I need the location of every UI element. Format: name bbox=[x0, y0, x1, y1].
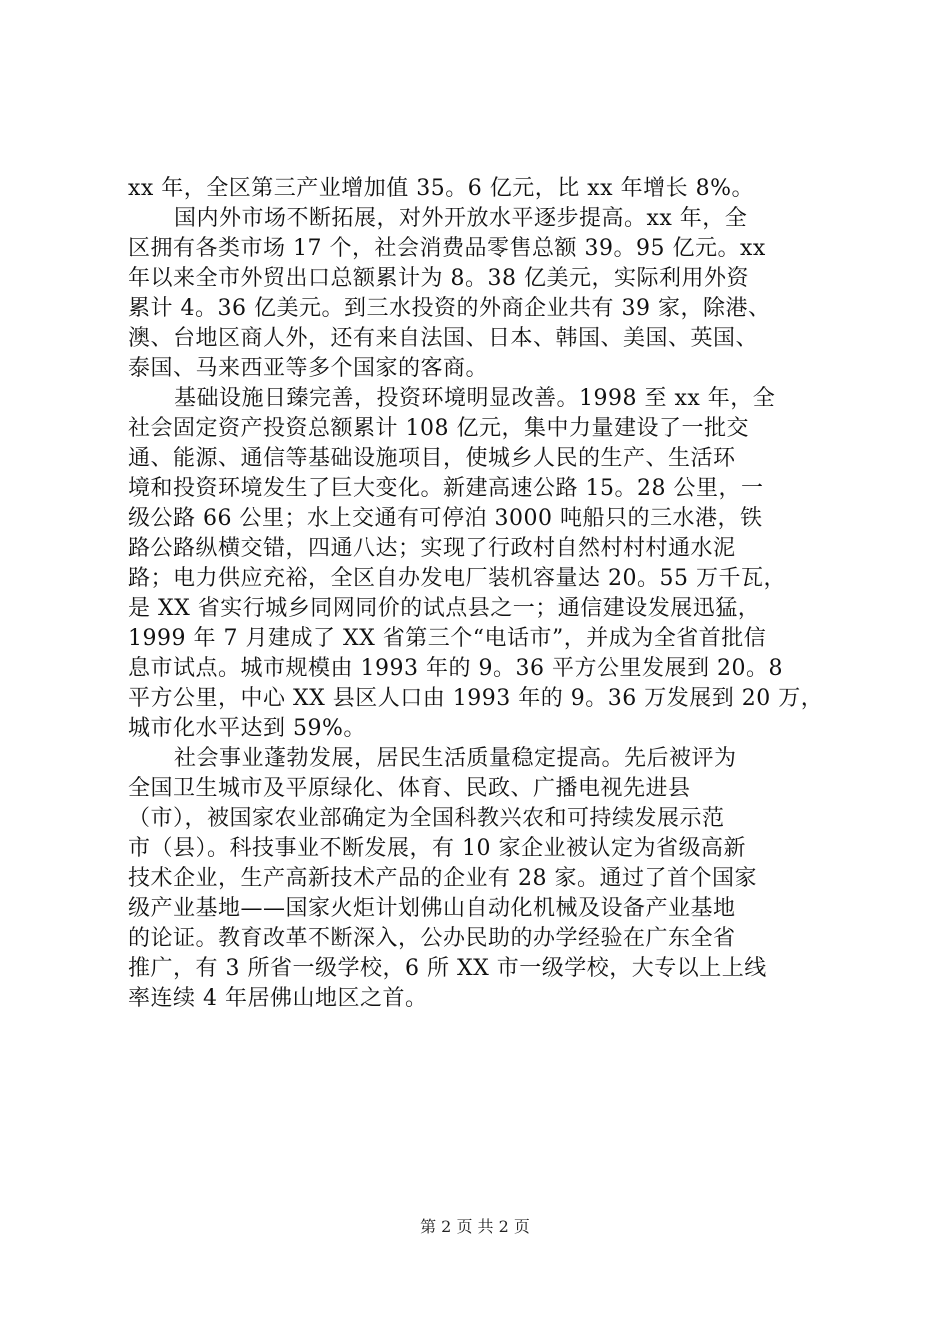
text-line: 级产业基地——国家火炬计划佛山自动化机械及设备产业基地 bbox=[128, 896, 736, 921]
text-line: 社会固定资产投资总额累计 108 亿元，集中力量建设了一批交 bbox=[128, 416, 749, 441]
text-line: 澳、台地区商人外，还有来自法国、日本、韩国、美国、英国、 bbox=[128, 326, 759, 351]
text-line: （市），被国家农业部确定为全国科教兴农和可持续发展示范 bbox=[128, 806, 725, 831]
page-footer: 第 2 页 共 2 页 bbox=[420, 1217, 530, 1236]
text-line: 基础设施日臻完善，投资环境明显改善。1998 至 xx 年，全 bbox=[174, 386, 776, 411]
text-line: 推广，有 3 所省一级学校，6 所 XX 市一级学校，大专以上上线 bbox=[128, 956, 767, 981]
text-line: 的论证。教育改革不断深入，公办民助的办学经验在广东全省 bbox=[128, 926, 736, 951]
text-line: 路；电力供应充裕，全区自办发电厂装机容量达 20。55 万千瓦， bbox=[128, 566, 786, 591]
text-line: 技术企业，生产高新技术产品的企业有 28 家。通过了首个国家 bbox=[128, 866, 757, 891]
text-line: 路公路纵横交错，四通八达；实现了行政村自然村村村通水泥 bbox=[128, 536, 736, 561]
text-line: 息市试点。城市规模由 1993 年的 9。36 平方公里发展到 20。8 bbox=[128, 656, 783, 681]
text-line: 通、能源、通信等基础设施项目，使城乡人民的生产、生活环 bbox=[128, 446, 736, 471]
text-line: 社会事业蓬勃发展，居民生活质量稳定提高。先后被评为 bbox=[174, 746, 737, 771]
text-line: 区拥有各类市场 17 个，社会消费品零售总额 39。95 亿元。xx bbox=[128, 236, 766, 261]
text-line: 累计 4。36 亿美元。到三水投资的外商企业共有 39 家，除港、 bbox=[128, 296, 771, 321]
text-line: 国内外市场不断拓展，对外开放水平逐步提高。xx 年，全 bbox=[174, 206, 748, 231]
text-line: 率连续 4 年居佛山地区之首。 bbox=[128, 986, 428, 1011]
text-line: xx 年，全区第三产业增加值 35。6 亿元，比 xx 年增长 8%。 bbox=[128, 176, 754, 201]
text-line: 1999 年 7 月建成了 XX 省第三个“电话市”，并成为全省首批信 bbox=[128, 626, 767, 651]
text-line: 市（县）。科技事业不断发展，有 10 家企业被认定为省级高新 bbox=[128, 836, 746, 861]
text-line: 全国卫生城市及平原绿化、体育、民政、广播电视先进县 bbox=[128, 776, 691, 801]
text-line: 泰国、马来西亚等多个国家的客商。 bbox=[128, 356, 489, 381]
text-line: 城市化水平达到 59%。 bbox=[128, 716, 366, 741]
text-line: 年以来全市外贸出口总额累计为 8。38 亿美元，实际利用外资 bbox=[128, 266, 749, 291]
document-body bbox=[128, 174, 833, 1014]
text-line: 境和投资环境发生了巨大变化。新建高速公路 15。28 公里，一 bbox=[128, 476, 764, 501]
text-line: 平方公里，中心 XX 县区人口由 1993 年的 9。36 万发展到 20 万， bbox=[128, 686, 824, 711]
text-line: 是 XX 省实行城乡同网同价的试点县之一；通信建设发展迅猛， bbox=[128, 596, 761, 621]
text-line: 级公路 66 公里；水上交通有可停泊 3000 吨船只的三水港，铁 bbox=[128, 506, 763, 531]
